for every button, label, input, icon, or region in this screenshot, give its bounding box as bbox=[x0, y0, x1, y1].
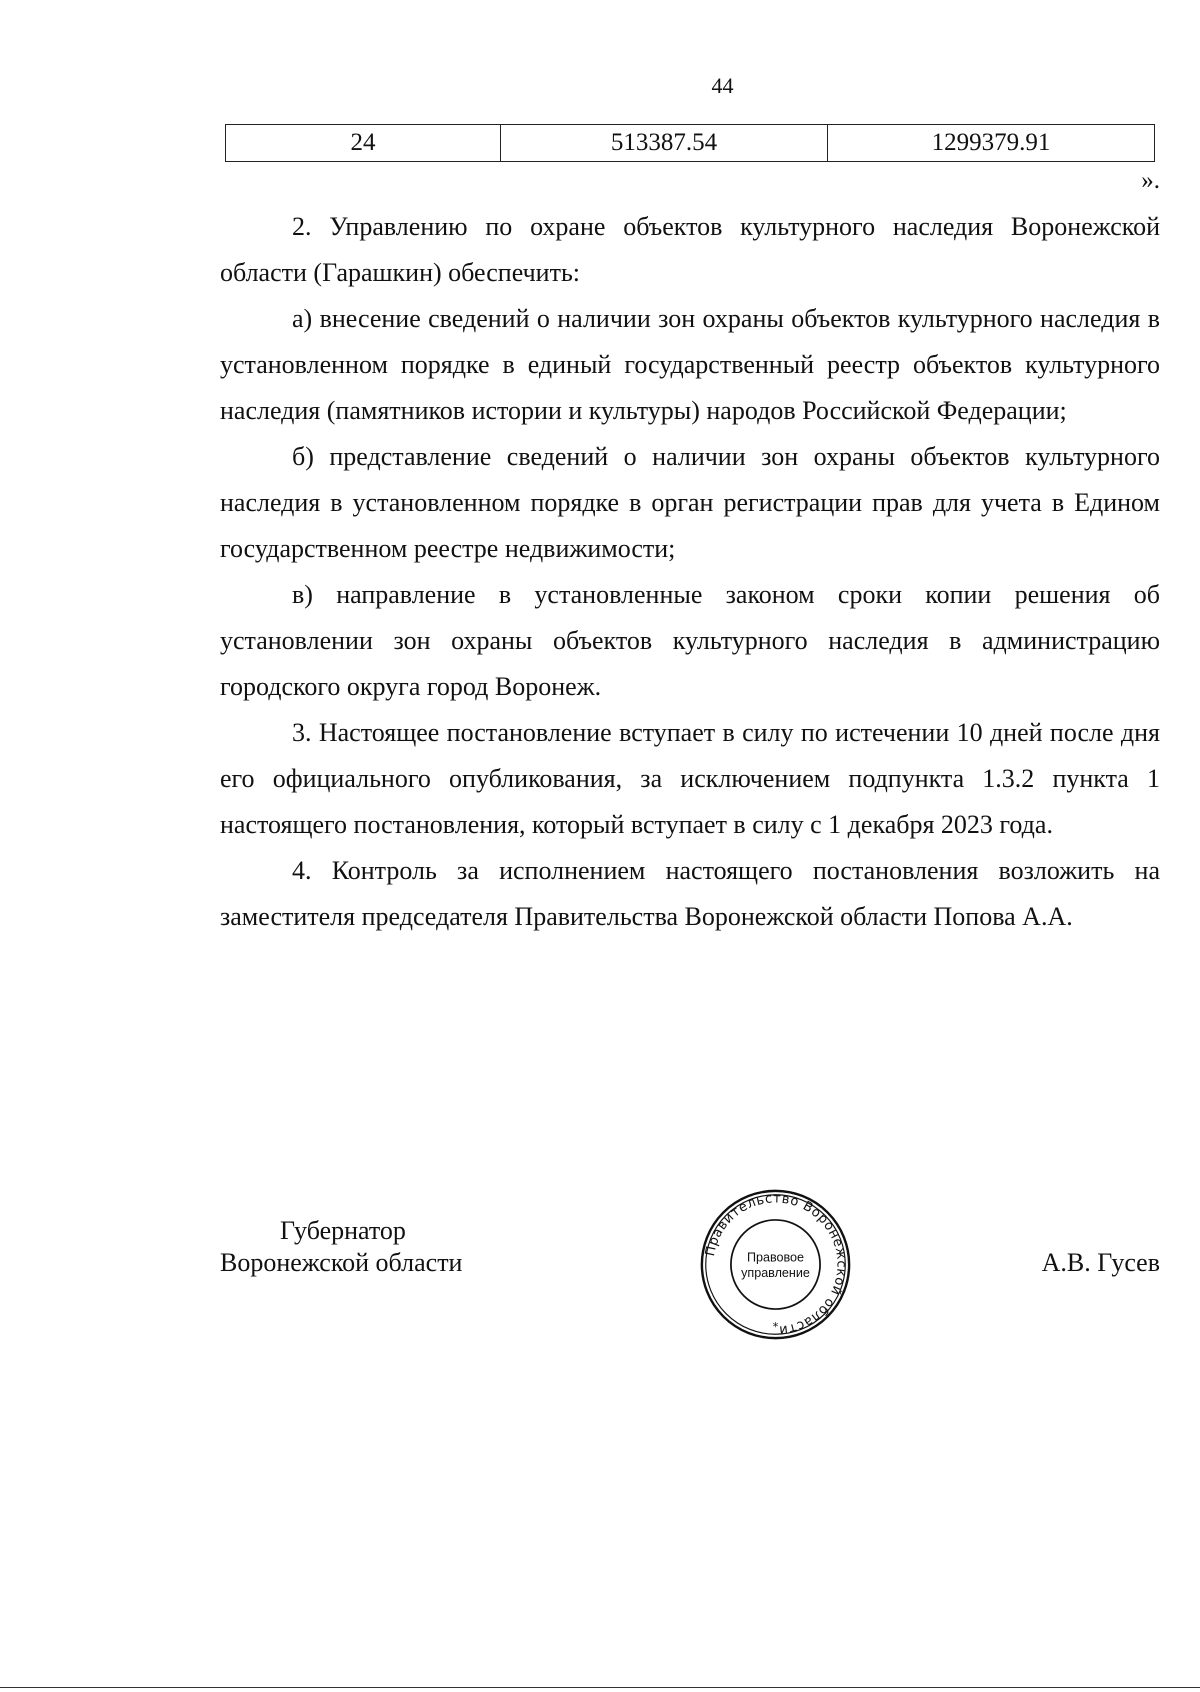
seal-outer-text: Правительство Воронежской области bbox=[703, 1191, 849, 1338]
page-number: 44 bbox=[711, 73, 734, 98]
paragraph-2: 2. Управлению по охране объектов культурного наследия Воронежской области (Гарашкин) обеспечить: bbox=[220, 212, 1160, 287]
paragraph-3: 3. Настоящее постановление вступает в силу по истечении 10 дней после дня его официального опубликования, за исключением подпункта 1.3.2 пункта 1 настоящего постановления, который вступает в силу с 1 декабря 2023 года. bbox=[220, 718, 1160, 839]
seal-star: * bbox=[772, 1319, 779, 1334]
paragraph-4: 4. Контроль за исполнением настоящего постановления возложить на заместителя председателя Правительства Воронежской области Попова А.А. bbox=[220, 856, 1160, 931]
seal-inner-line2: управление bbox=[741, 1266, 810, 1281]
table-cell: 1299379.91 bbox=[828, 125, 1155, 162]
signature-block bbox=[220, 1191, 1160, 1365]
page-bottom-rule bbox=[0, 1687, 1200, 1688]
table-row bbox=[226, 125, 1155, 162]
table-cell: 24 bbox=[226, 125, 501, 162]
signatory-title bbox=[220, 1215, 462, 1279]
official-seal bbox=[698, 1187, 853, 1342]
seal-inner-line1: Правовое bbox=[746, 1250, 805, 1265]
paragraph-2b: б) представление сведений о наличии зон охраны объектов культурного наследия в установленном порядке в орган регистрации прав для учета в Едином государственном реестре недвижимости; bbox=[220, 442, 1160, 563]
document-body bbox=[220, 204, 1160, 940]
data-table bbox=[225, 124, 1155, 162]
closing-quote: ». bbox=[1141, 167, 1160, 194]
signatory-title-line1: Губернатор bbox=[280, 1216, 406, 1245]
signatory-name: А.В. Гусев bbox=[1041, 1248, 1160, 1277]
signatory-title-line2: Воронежской области bbox=[220, 1248, 463, 1277]
paragraph-2a: а) внесение сведений о наличии зон охраны объектов культурного наследия в установленном порядке в единый государственный реестр объектов культурного наследия (памятников истории и культуры) народов Российской Федерации; bbox=[220, 304, 1160, 425]
table-cell: 513387.54 bbox=[501, 125, 828, 162]
paragraph-2c: в) направление в установленные законом сроки копии решения об установлении зон охраны объектов культурного наследия в администрацию городского округа город Воронеж. bbox=[220, 580, 1160, 701]
